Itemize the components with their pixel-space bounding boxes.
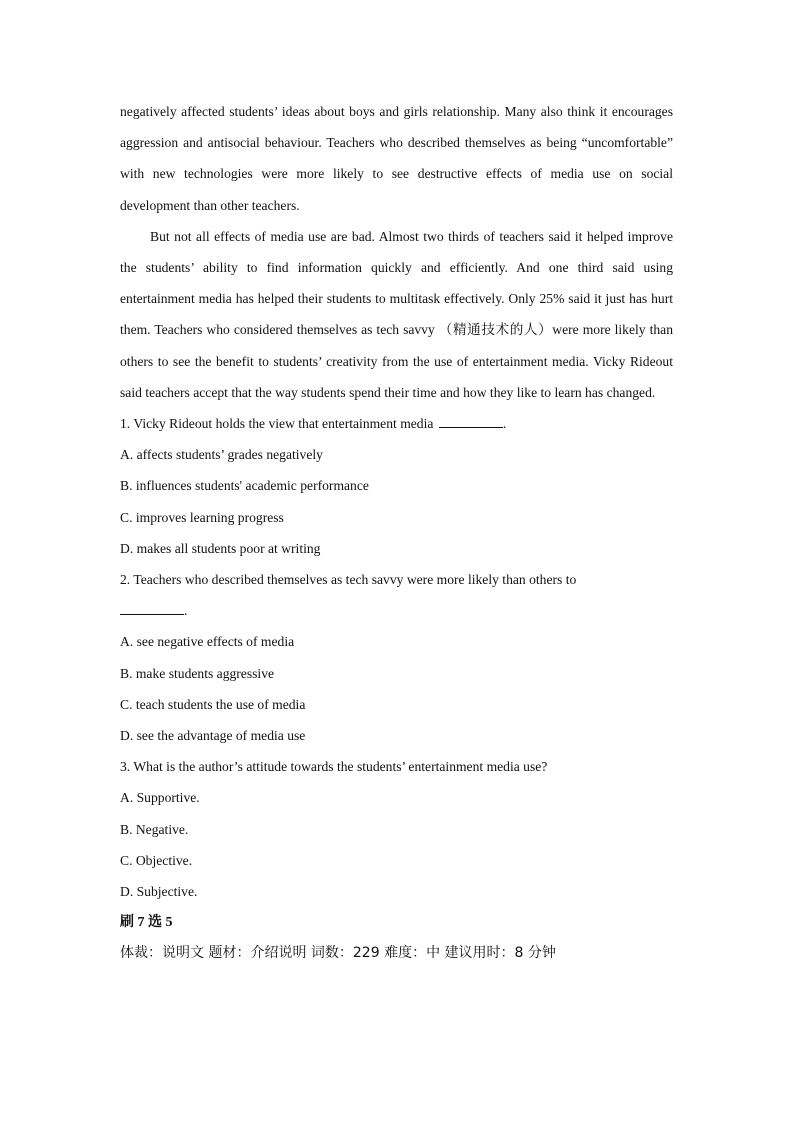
answer-blank: [439, 415, 503, 428]
question-1: [120, 408, 673, 564]
question-stem: [120, 564, 673, 626]
option-b: B. influences students' academic performance: [120, 478, 369, 494]
option-a: A. Supportive.: [120, 790, 200, 806]
question-2: [120, 564, 673, 751]
question-stem-text: 1. Vicky Rideout holds the view that entertainment media: [120, 416, 434, 432]
document-page: [120, 96, 673, 970]
option-d: D. Subjective.: [120, 884, 198, 900]
passage-paragraph-2: But not all effects of media use are bad. Almost two thirds of teachers said it helped improve the students’ ability to find information quickly and efficiently. And one third said using entertainment media has helped their students to multitask effectively. Only 25% said it just has hurt them. Teachers who considered themselves as tech savvy （精通技术的人）were more likely than others to see the benefit to students’ creativity from the use of entertainment media. Vicky Rideout said teachers accept that the way students spend their time and how they like to learn has changed.: [120, 228, 673, 400]
option-c: C. improves learning progress: [120, 509, 284, 525]
question-stem-end: .: [502, 416, 507, 432]
option-b: B. Negative.: [120, 821, 189, 837]
option-d: D. see the advantage of media use: [120, 728, 306, 744]
answer-blank: [120, 602, 184, 615]
option-d: D. makes all students poor at writing: [120, 540, 321, 556]
passage-paragraph-1: negatively affected students’ ideas about boys and girls relationship. Many also think it encourages aggression and antisocial behaviour. Teachers who described themselves as being “uncomfortable” with new technologies were more likely to see destructive effects of media use on social development than other teachers.: [120, 104, 673, 213]
option-c: C. teach students the use of media: [120, 696, 306, 712]
question-stem: [120, 408, 673, 439]
question-stem: 3. What is the author’s attitude towards the students’ entertainment media use?: [120, 759, 548, 775]
option-c: C. Objective.: [120, 852, 193, 868]
question-3: [120, 751, 673, 907]
question-stem-text: 2. Teachers who described themselves as tech savvy were more likely than others to: [120, 572, 577, 588]
option-a: A. see negative effects of media: [120, 634, 295, 650]
question-stem-end: .: [184, 603, 188, 619]
section-meta: 体裁：说明文 题材：介绍说明 词数：229 难度：中 建议用时：8 分钟: [120, 945, 556, 962]
option-b: B. make students aggressive: [120, 665, 275, 681]
section-title: 刷 7 选 5: [120, 915, 173, 931]
option-a: A. affects students’ grades negatively: [120, 447, 323, 463]
